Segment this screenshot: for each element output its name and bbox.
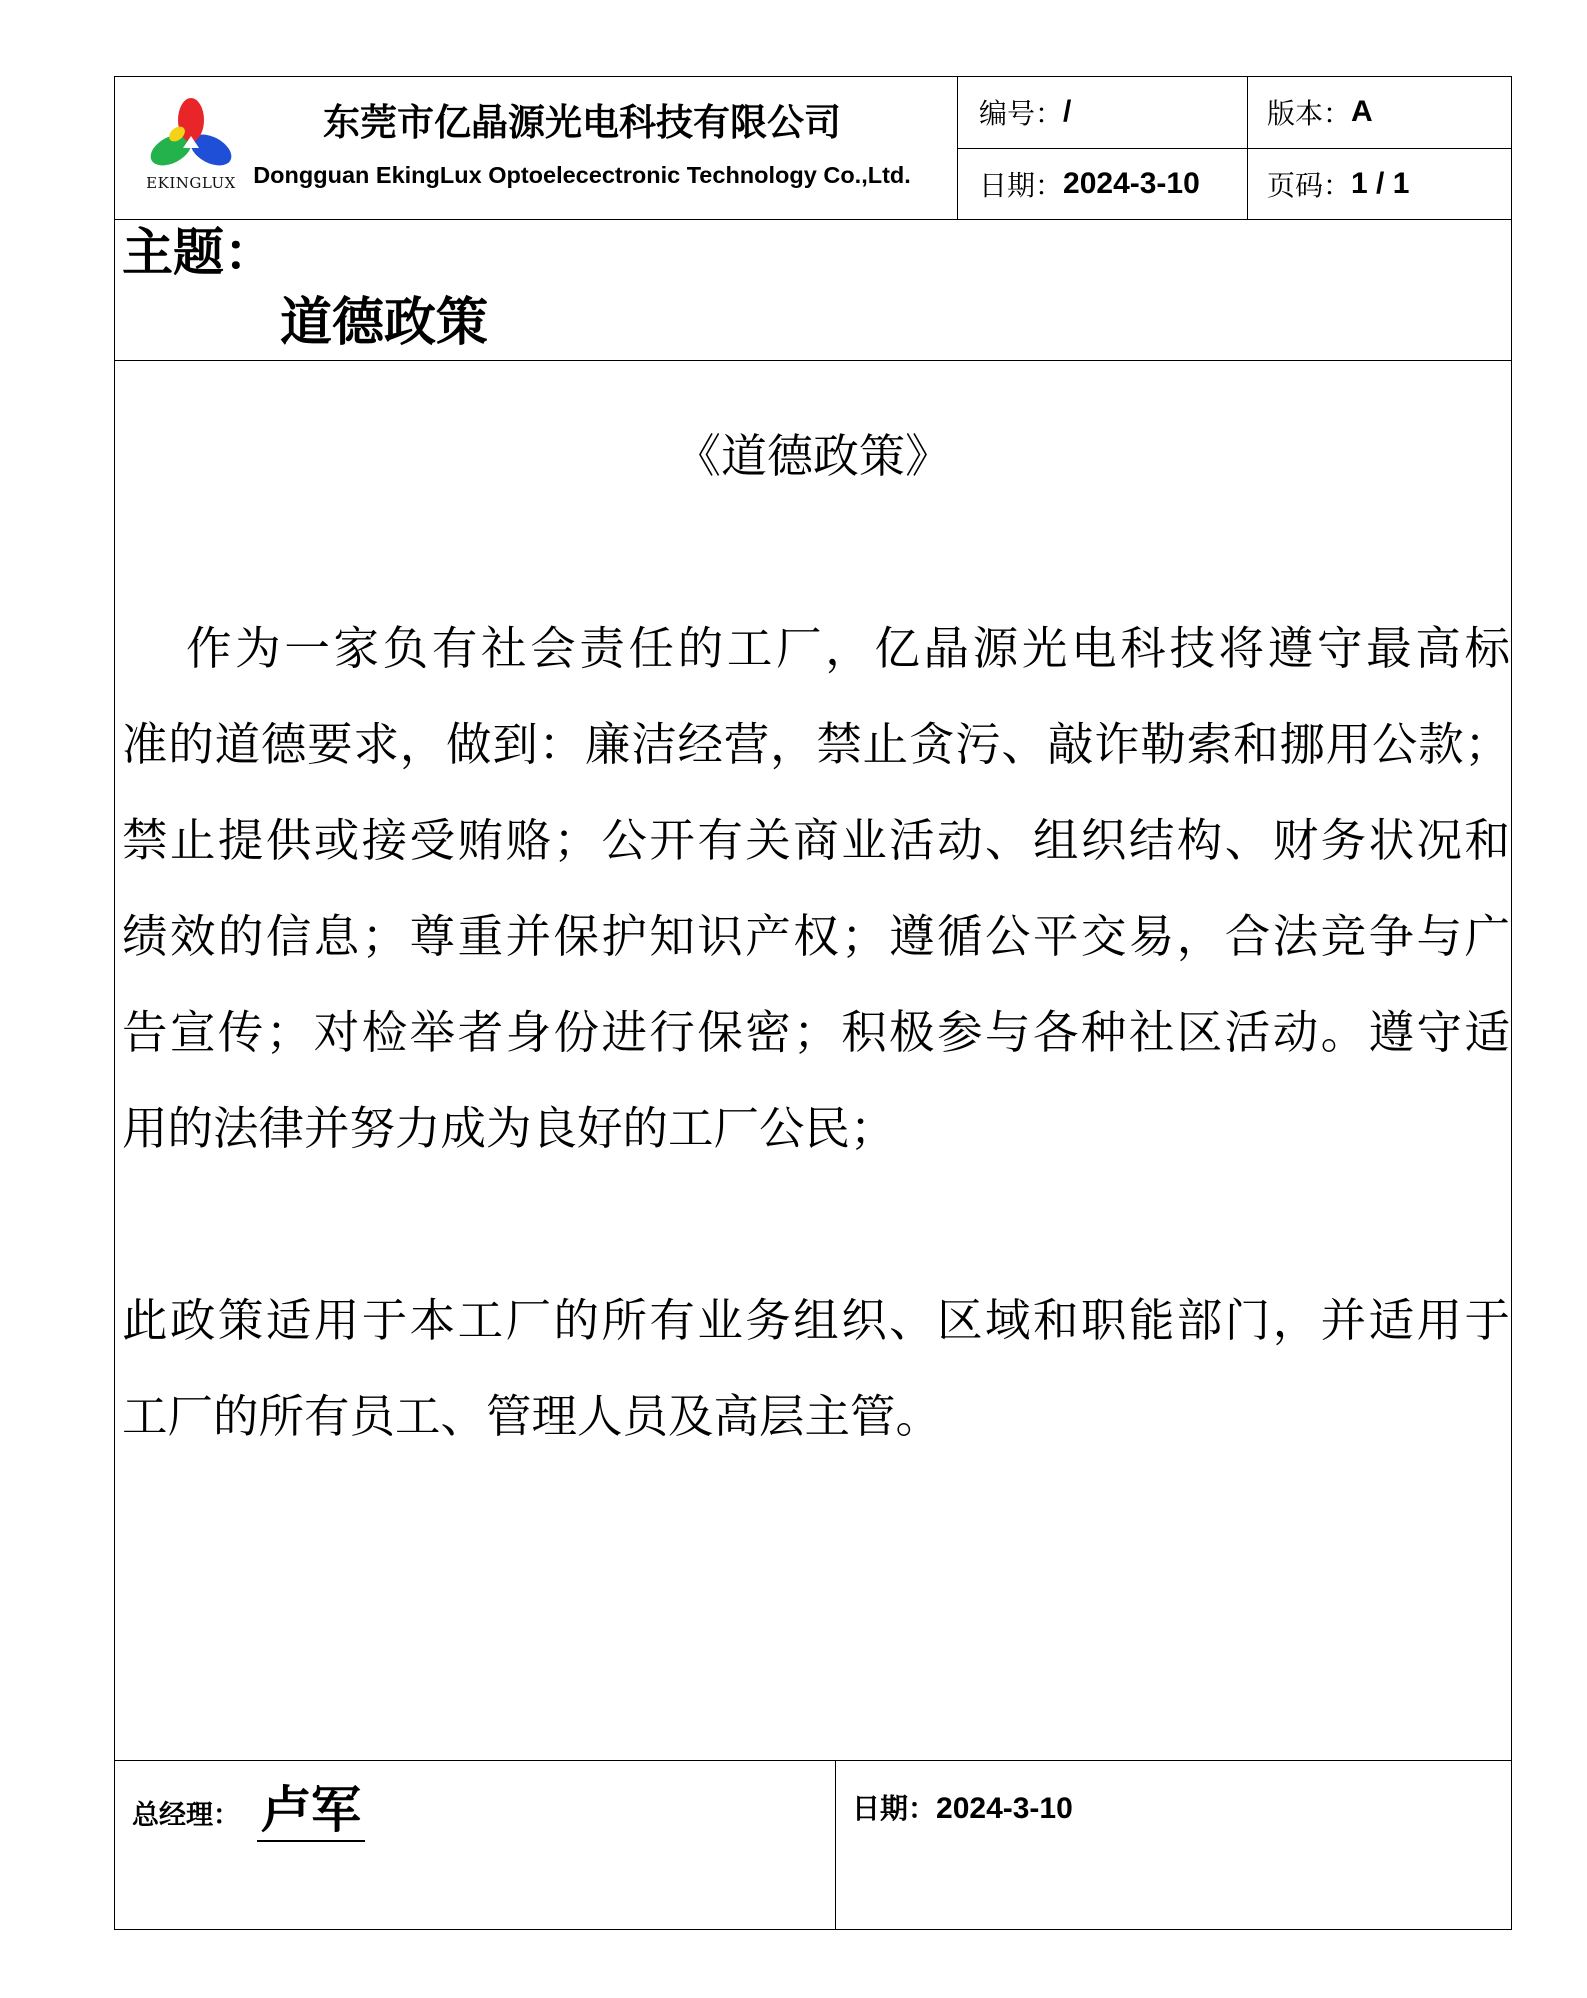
policy-line: 禁止提供或接受贿赂；公开有关商业活动、组织结构、财务状况和 [122, 814, 1510, 867]
issue-date-value: 2024-3-10 [1063, 166, 1200, 200]
footer-top-divider [114, 1760, 1512, 1761]
issue-date-cell [957, 148, 1247, 219]
version-label: 版本： [1267, 97, 1352, 130]
approval-date-value: 2024-3-10 [936, 1792, 1073, 1825]
policy-title: 《道德政策》 [675, 429, 951, 483]
company-name-en: Dongguan EkingLux Optoelecectronic Technology Co.,Ltd. [253, 162, 911, 188]
policy-body [122, 601, 1510, 1465]
approval-date [852, 1790, 1073, 1828]
policy-line: 作为一家负有社会责任的工厂，亿晶源光电科技将遵守最高标 [186, 622, 1510, 675]
policy-line: 用的法律并努力成为良好的工厂公民； [122, 1102, 896, 1155]
manager-label: 总经理： [132, 1800, 240, 1831]
page-number-value: 1 / 1 [1351, 166, 1410, 200]
doc-number-cell [957, 76, 1247, 148]
policy-line: 绩效的信息；尊重并保护知识产权；遵循公平交易，合法竞争与广 [122, 910, 1510, 963]
subject-bottom-divider [114, 360, 1512, 361]
page-number-label: 页码： [1267, 168, 1352, 202]
manager-signature: 卢军 [257, 1780, 365, 1842]
subject-label: 主题： [122, 223, 276, 283]
page-number-cell [1247, 148, 1512, 219]
policy-line: 工厂的所有员工、管理人员及高层主管。 [122, 1390, 942, 1443]
policy-line: 此政策适用于本工厂的所有业务组织、区域和职能部门，并适用于 [122, 1294, 1510, 1347]
issue-date-label: 日期： [979, 168, 1064, 202]
version-value: A [1351, 95, 1373, 128]
header-bottom-divider [114, 219, 1512, 220]
logo-wordmark: EKINGLUX [146, 174, 236, 192]
company-name-cn: 东莞市亿晶源光电科技有限公司 [323, 101, 841, 144]
policy-paragraph [122, 601, 1510, 1177]
paragraph-gap [122, 1177, 1510, 1273]
policy-paragraph [122, 1273, 1510, 1465]
company-logo [147, 98, 235, 172]
policy-line: 告宣传；对检举者身份进行保密；积极参与各种社区活动。遵守适 [122, 1006, 1510, 1059]
doc-number-label: 编号： [979, 97, 1064, 130]
approval-date-label: 日期： [852, 1792, 937, 1825]
doc-number-value: / [1063, 95, 1072, 128]
policy-line: 准的道德要求，做到：廉洁经营，禁止贪污、敲诈勒索和挪用公款； [122, 718, 1510, 771]
subject-title: 道德政策 [280, 292, 489, 353]
footer-column-divider [835, 1760, 836, 1930]
version-cell [1247, 76, 1512, 148]
